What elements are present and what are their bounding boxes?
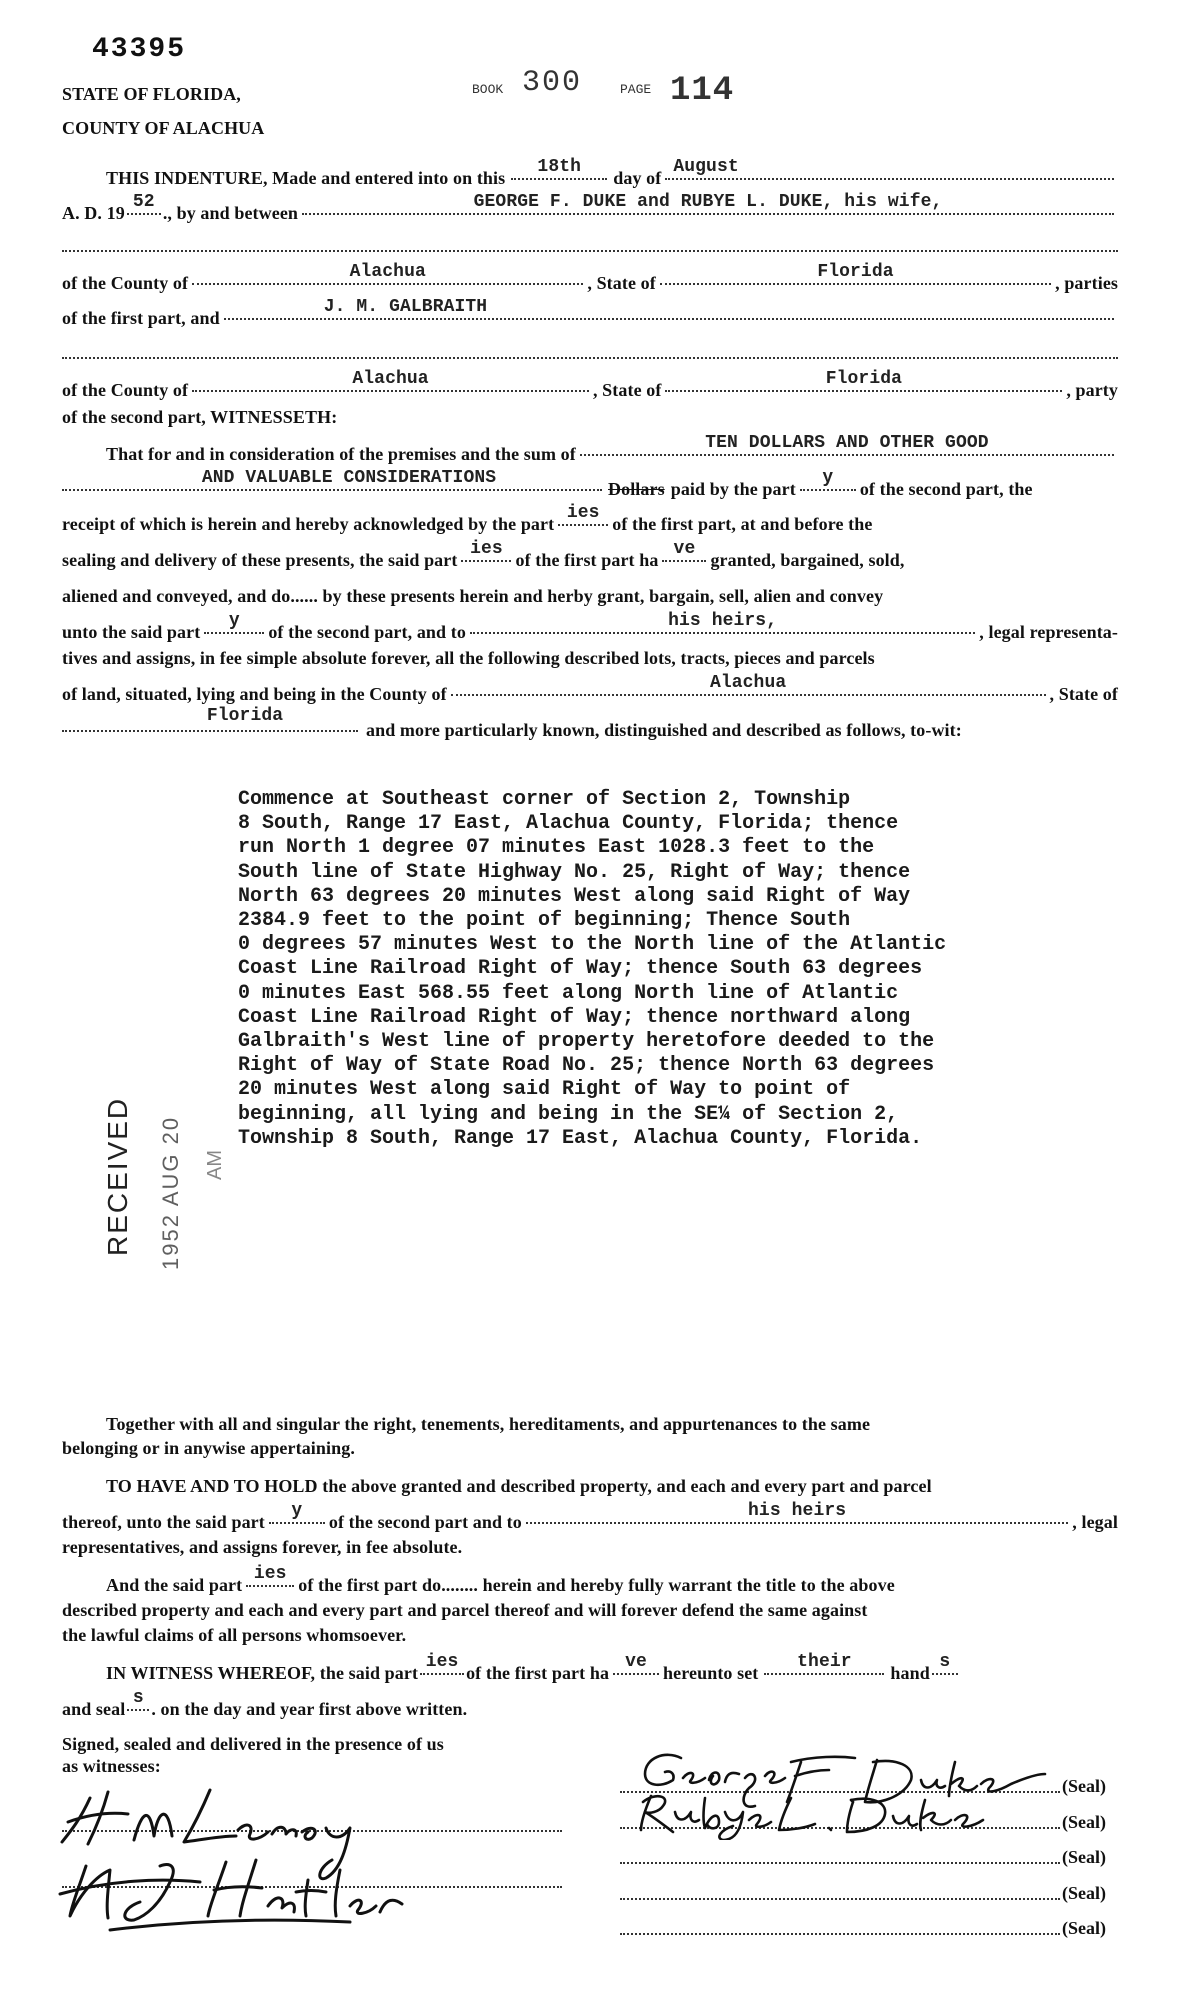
warrant-line-1 [106, 1564, 1118, 1596]
witness-text-b: of the first part ha [466, 1663, 610, 1683]
first-county-value: Alachua [349, 262, 426, 282]
sealing-suffix: ies [470, 539, 503, 559]
land-state-value: Florida [206, 706, 284, 726]
sealing-text-a: sealing and delivery of these presents, the said part [62, 550, 458, 570]
county-heading: COUNTY OF ALACHUA [62, 118, 265, 138]
first-state-value: Florida [817, 262, 894, 282]
description-line: run North 1 degree 07 minutes East 1028.3 feet to the [238, 836, 875, 860]
habendum-line-3: representatives, and assigns forever, in fee absolute. [62, 1537, 463, 1557]
document-number: 43395 [92, 34, 187, 65]
habendum-suffix: y [291, 1501, 303, 1521]
land-text-a: of land, situated, lying and being in the County of [62, 684, 447, 704]
first-part-and-label: of the first part, and [62, 308, 220, 328]
land-line [62, 673, 1118, 705]
description-line: Coast Line Railroad Right of Way; thence northward along [238, 1005, 911, 1029]
seal-label-1: (Seal) [1062, 1776, 1106, 1796]
legal-description [238, 788, 1118, 1151]
warrant-line-2: described property and each and every part and parcel thereof and will forever defend the same against [62, 1600, 868, 1620]
day-value: 18th [537, 157, 582, 177]
seal-label-4: (Seal) [1062, 1883, 1106, 1903]
warrant-line-3: the lawful claims of all persons whomsoever. [62, 1625, 407, 1645]
dollars-struck: Dollars [608, 479, 665, 499]
second-county-value: Alachua [352, 369, 429, 389]
witness-text-end: . on the day and year first above written. [151, 1699, 468, 1719]
consideration-line-1 [106, 433, 1118, 465]
received-stamp-time: AM [204, 1150, 226, 1180]
witness-hand-suffix: s [939, 1652, 951, 1672]
grantor-signatures-drawing [615, 1740, 1065, 1840]
land-text-b: , State of [1049, 684, 1118, 704]
county-of-label: of the County of [62, 380, 189, 400]
consideration-line-3 [62, 503, 1118, 535]
seal-label-3: (Seal) [1062, 1847, 1106, 1867]
second-county-line [62, 369, 1119, 401]
parties-label: , parties [1055, 273, 1119, 293]
page-prefix: PAGE [620, 82, 652, 97]
witness-seal-suffix: s [132, 1688, 144, 1708]
receipt-suffix: ies [566, 503, 600, 523]
habendum-text-c: , legal [1072, 1512, 1118, 1532]
indenture-line-1 [106, 157, 1118, 189]
habendum-line-2 [62, 1501, 1118, 1533]
book-number: 300 [522, 66, 583, 100]
received-stamp-text: RECEIVED [102, 1096, 133, 1256]
receipt-end: of the first part, at and before the [612, 514, 873, 534]
between-label: ., by and between [162, 203, 299, 223]
witness-have-suffix: ve [625, 1652, 647, 1672]
grantor-signature-line-5 [620, 1933, 1060, 1935]
description-line: beginning, all lying and being in the SE¼ of Section 2, [238, 1102, 899, 1126]
signed-line-2: as witnesses: [62, 1756, 161, 1776]
description-line: 20 minutes West along said Right of Way to point of [238, 1078, 851, 1102]
grantors-value: GEORGE F. DUKE and RUBYE L. DUKE, his wife, [473, 192, 943, 212]
signed-line-1: Signed, sealed and delivered in the presence of us [62, 1734, 444, 1754]
seal-label-5: (Seal) [1062, 1918, 1106, 1938]
warrant-text-b: of the first part do........ herein and hereby fully warrant the title to the above [298, 1575, 895, 1595]
witness-text-c: hereunto set [663, 1663, 759, 1683]
unto-text-a: unto the said part [62, 622, 201, 642]
witness-text-a: IN WITNESS WHEREOF, the said part [106, 1663, 419, 1683]
witness-line-2 [62, 1688, 762, 1720]
habendum-heirs: his heirs [748, 1501, 847, 1521]
consideration-intro: That for and in consideration of the premises and the sum of [106, 444, 576, 464]
state-heading: STATE OF FLORIDA, [62, 84, 241, 104]
habendum-text-a: thereof, unto the said part [62, 1512, 265, 1532]
page-number: 114 [670, 72, 735, 110]
description-line: 2384.9 feet to the point of beginning; Thence South [238, 909, 851, 933]
heirs-value: his heirs, [668, 611, 778, 631]
state-of-label: , State of [592, 380, 662, 400]
habendum-line-1: TO HAVE AND TO HOLD the above granted and described property, and each and every part and parcel [106, 1476, 932, 1496]
state-of-label: , State of [587, 273, 656, 293]
together-line-2: belonging or in anywise appertaining. [62, 1438, 355, 1458]
second-state-value: Florida [825, 369, 903, 389]
description-line: 0 degrees 57 minutes West to the North line of the Atlantic [238, 933, 947, 957]
month-value: August [673, 157, 739, 177]
sealing-text-b: of the first part ha [515, 550, 659, 570]
party-label: , party [1066, 380, 1119, 400]
description-line: South line of State Highway No. 25, Right of Way; thence [238, 860, 911, 884]
warrant-text-a: And the said part [106, 1575, 243, 1595]
blank-line [62, 250, 1118, 252]
sum-value-1: TEN DOLLARS AND OTHER GOOD [705, 433, 989, 453]
grantee-value: J. M. GALBRAITH [323, 297, 488, 317]
county-of-label: of the County of [62, 273, 189, 293]
paid-suffix: y [822, 468, 834, 488]
habendum-text-b: of the second part and to [328, 1512, 522, 1532]
witness-seal-text: and seal [62, 1699, 126, 1719]
description-line: Galbraith's West line of property heretofore deeded to the [238, 1030, 935, 1054]
witness-hand: hand [890, 1663, 930, 1683]
received-stamp-date: 1952 AUG 20 [158, 1115, 183, 1270]
received-stamp [102, 1060, 318, 1280]
unto-text-c: , legal representa- [979, 622, 1118, 642]
blank-line [62, 357, 1118, 359]
indenture-line-2 [62, 192, 1118, 224]
description-line: 8 South, Range 17 East, Alachua County, Florida; thence [238, 812, 899, 836]
witness-their: their [797, 1652, 852, 1672]
description-line: Coast Line Railroad Right of Way; thence South 63 degrees [238, 957, 923, 981]
land-text-c: and more particularly known, distinguished and described as follows, to-wit: [366, 720, 962, 740]
together-line-1: Together with all and singular the right, tenements, hereditaments, and appurtenances to the same [106, 1414, 871, 1434]
receipt-text: receipt of which is herein and hereby acknowledged by the part [62, 514, 555, 534]
grantor-signature-line-3 [620, 1862, 1060, 1864]
land-county-value: Alachua [709, 673, 787, 693]
description-line: Commence at Southeast corner of Section 2, Township [238, 788, 851, 811]
ad-label: A. D. 19 [62, 203, 125, 223]
year-value: 52 [132, 192, 155, 212]
paid-label: paid by the part [670, 479, 796, 499]
tives-line: tives and assigns, in fee simple absolute forever, all the following described lots, tracts, pieces and parcels [62, 648, 875, 668]
first-county-line [62, 262, 1119, 294]
have-suffix: ve [673, 539, 696, 559]
indenture-intro: THIS INDENTURE, Made and entered into on this [106, 168, 506, 188]
description-line: 0 minutes East 568.55 feet along North line of Atlantic [238, 981, 899, 1005]
seal-label-2: (Seal) [1062, 1812, 1106, 1832]
consideration-line-2 [62, 468, 1118, 500]
grantor-signature-line-4 [620, 1898, 1060, 1900]
witness-suffix: ies [425, 1652, 459, 1672]
unto-line [62, 611, 1118, 643]
description-line: North 63 degrees 20 minutes West along said Right of Way [238, 884, 911, 908]
day-of-label: day of [613, 168, 662, 188]
witnesseth-label: of the second part, WITNESSETH: [62, 407, 338, 427]
unto-text-b: of the second part, and to [268, 622, 466, 642]
aliened-line: aliened and conveyed, and do...... by these presents herein and herby grant, bargain, sell, alien and convey [62, 586, 884, 606]
warrant-suffix: ies [253, 1564, 287, 1584]
consideration-line-4 [62, 539, 1118, 571]
description-line: Right of Way of State Road No. 25; thence North 63 degrees [238, 1054, 935, 1078]
witness-line-1 [106, 1652, 1118, 1684]
description-line: Township 8 South, Range 17 East, Alachua County, Florida. [238, 1126, 923, 1150]
second-part-label: of the second part, the [859, 479, 1033, 499]
land-state-line [62, 706, 1118, 741]
sum-value-2: AND VALUABLE CONSIDERATIONS [201, 468, 497, 488]
book-prefix: BOOK [472, 82, 504, 97]
grantee-line [62, 297, 1118, 329]
witness-signatures-drawing [50, 1770, 570, 1950]
unto-suffix: y [228, 611, 240, 631]
sealing-text-c: granted, bargained, sold, [710, 550, 905, 570]
